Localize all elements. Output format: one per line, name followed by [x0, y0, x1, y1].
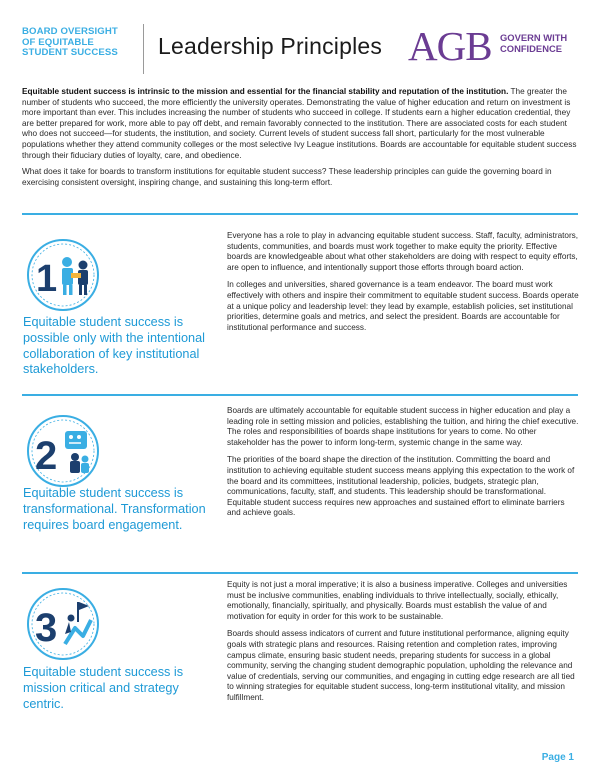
page-number: Page 1 — [541, 752, 574, 763]
principle-callout: Equitable student success is mission critical and strategy centric. — [23, 665, 184, 711]
intro-lead: Equitable student success is intrinsic to the mission and essential for the financial stability and reputation of the institution. — [22, 87, 509, 96]
intro-paragraph: What does it take for boards to transform institutions for equitable student success? These leadership principles can guide the governing board in exercising consistent oversight, inspiring change, and sustaining this long-term effort. — [22, 167, 552, 187]
intro-lead-rest: The greater the number of students who succeed, the more efficiently the university operates. Demonstrating the value of higher education and return on investment is more important than ever. This includes increasing the number of students who succeed in college. If students earn a higher education credential, they are better prepared for work, more able to pay off debt, and remain favorably connected to the institution. There are associated costs for each student who does not succeed—for students, the institution, and society. Current levels of student success fall short, particularly for the most vulnerable populations whether they attend community colleges or the most selective Ivy League institutions. Boards are accountable for equitable student success through their fiduciary duties of loyalty, care, and obedience. — [22, 87, 577, 160]
intro-paragraph — [22, 87, 578, 161]
principle-1 — [0, 225, 600, 375]
intro-text — [22, 87, 578, 194]
number-glyph: 2 — [35, 434, 58, 478]
principle-paragraph: Boards should assess indicators of current and future institutional performance, aligning equity goals with strategic plans and resources. Raising retention and completion rates, improving campus climate, ensuring basic student needs, preparing students for success in a global community, serving the changing student demographic population, upholding the relevance and value of credentials, serving our communities, and engaging in cutting edge research are all tied to winning strategies for equitable student success, long-term institutional vitality, and mission fulfillment. — [227, 629, 575, 702]
section-divider — [22, 213, 578, 215]
principle-paragraph: In colleges and universities, shared governance is a team endeavor. The board must work effectively with others and inspire their commitment to equitable student success. Boards operate at a unique policy and leadership level: they lead by example, establish policies, set institutional priorities, determine goals and metrics, and select the president. Boards are accountable for institutional performance and success. — [227, 280, 579, 332]
collaboration-icon — [25, 237, 101, 313]
principle-2 — [0, 403, 600, 568]
series-kicker — [22, 27, 142, 59]
section-divider — [22, 394, 578, 396]
number-glyph: 3 — [35, 606, 58, 650]
page-header — [0, 0, 600, 82]
principle-paragraph: Boards are ultimately accountable for equitable student success in higher education and play a leading role in setting mission and policies, establishing the tuition, and hiring the chief executive. The roles and responsibilities of boards shape institutions for years to come. No other stakeholder has the power to inform long-term, systemic change in the same way. — [227, 406, 579, 447]
principle-callout: Equitable student success is transformational. Transformation requires board engagement. — [23, 486, 206, 532]
kicker-line: STUDENT SUCCESS — [22, 47, 118, 58]
principle-callout: Equitable student success is possible only with the intentional collaboration of key institutional stakeholders. — [23, 315, 205, 377]
logo-tagline — [500, 33, 567, 54]
transformation-icon — [25, 413, 101, 489]
logo-tagline-line: CONFIDENCE — [500, 42, 562, 54]
principle-3 — [0, 580, 600, 740]
section-divider — [22, 572, 578, 574]
number-glyph: 1 — [36, 258, 58, 300]
strategy-icon — [25, 586, 101, 662]
header-divider — [143, 24, 144, 74]
logo-tagline-line: GOVERN WITH — [500, 32, 568, 43]
logo-mark: AGB — [408, 23, 492, 69]
principle-paragraph: The priorities of the board shape the direction of the institution. Committing the board and institution to achieving equitable student success means applying this expectation to the work of the board and its committees, institutional leadership, policies, budgets, strategic plan, communications, faculty, staff, and students. This leadership should be transformational. Equitable student success requires new approaches and sustained effort to eliminate barriers and achieve goals. — [227, 455, 575, 518]
principle-paragraph: Everyone has a role to play in advancing equitable student success. Staff, faculty, administrators, students, communities, and boards must work together to make equity the priority. Effective boards are knowledgeable about what other stakeholders are doing with respect to equity efforts, are open to influence, and intentionally support those efforts through board action. — [227, 231, 579, 272]
principle-body — [227, 580, 579, 711]
agb-logo — [408, 24, 580, 68]
kicker-line: BOARD OVERSIGHT — [22, 26, 118, 37]
principle-body — [227, 406, 579, 526]
principle-paragraph: Equity is not just a moral imperative; it is also a business imperative. Colleges and universities must be inclusive communities, enabling individuals to thrive intellectually, socially, ethically, emotionally, financially, spiritually, and physically. Boards must establish the value of and motivation for equity in order for this work to be sustainable. — [227, 580, 568, 621]
kicker-line: OF EQUITABLE — [22, 36, 94, 48]
page-title: Leadership Principles — [158, 33, 383, 59]
principle-body — [227, 231, 579, 340]
